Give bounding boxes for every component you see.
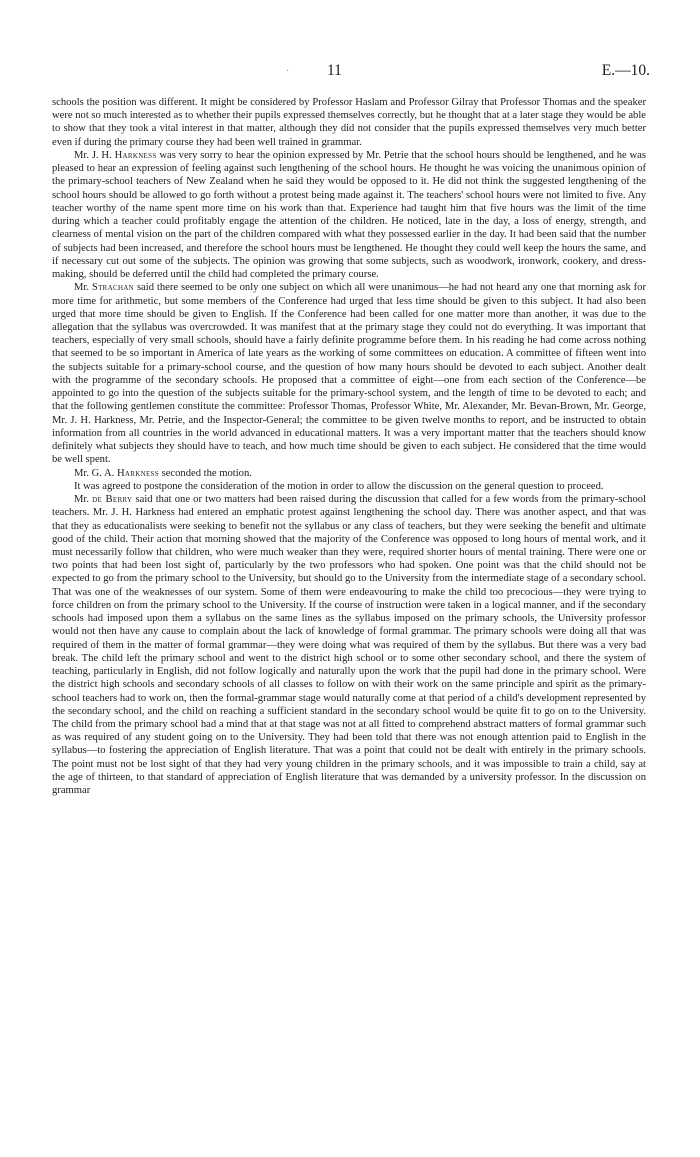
speaker-prefix: Mr. xyxy=(74,282,92,294)
series-number: E.—10. xyxy=(601,62,650,79)
page-header xyxy=(0,62,700,82)
paragraph-strachan xyxy=(52,281,646,466)
paragraph-text: It was agreed to postpone the consideration of the motion in order to allow the discussion on the general question to proceed. xyxy=(74,480,604,492)
speaker-prefix: Mr. J. H. xyxy=(74,149,115,161)
speaker-name: de Berry xyxy=(92,494,133,506)
paragraph-harkness-ga xyxy=(52,467,646,480)
paragraph-de-berry xyxy=(52,493,646,797)
speaker-prefix: Mr. G. A. xyxy=(74,467,117,479)
paragraph-postponement xyxy=(52,480,646,493)
page-number: 11 xyxy=(327,62,342,79)
paragraph-continuation xyxy=(52,96,646,149)
paragraph-text: said that one or two matters had been raised during the discussion that called for a few words from the primary-school teachers. Mr. J. H. Harkness had entered an emphatic protest against lengthening the school day. There was another aspect, and that was that they as educationalists were seeking to benefit not the syllabus or any class of teachers, but they were seeking the benefit and ultimate good of the child. Their action that morning showed that the majority of the Conference was opposed to long hours of mental work, and it must necessarily follow that children, who were much weaker than they were, required shorter hours of mental training. There were one or two points that had been lost sight of, particularly by the two professors who had spoken. One point was that the child should not be expected to go from the primary school to the University, but should go to the University from the intermediate stage of a secondary school. That was one of the weaknesses of our system. Some of them were endeavouring to make the child too precocious—they were trying to force children on from the primary school to the University. If the course of instruction were taken in a logical manner, and if the secondary schools had imposed upon them a syllabus on the same lines as the syllabus imposed on the primary schools, the University professor would not then have any cause to complain about the lack of knowledge of formal grammar. The primary schools were doing all that was required of them in the matter of formal grammar—they were doing what was required of them by the syllabus. But there was a very bad break. The child left the primary school and went to the district high school or to some other secondary school, and there the system of teaching, particularly in English, did not follow logically and naturally upon the work that the pupil had done in the primary school. Were the district high schools and secondary schools of all classes to follow on with their work on the same principle and spirit as the primary-school teachers had to work on, then the formal-grammar stage would naturally come at that period of a child's development represented by the secondary school, and the child on reaching a sufficient standard in the secondary school would be quite fit to go on to the University. The child from the primary school had a mind that at that stage was not at all fitted to comprehend abstract matters of formal grammar such as was required of any student going on to the University. They had been told that there was not enough attention paid to English in the syllabus—to fostering the appreciation of English literature. That was a point that could not be dealt with entirely in the primary schools. The point must not be lost sight of that they had very young children in the primary schools, and it was impossible to train a child, say at the age of thirteen, to that standard of appreciation of English literature that was demanded by a university professor. In the discussion on grammar xyxy=(52,494,646,797)
paragraph-text: seconded the motion. xyxy=(158,467,252,479)
body-text xyxy=(52,96,646,797)
speaker-name: Harkness xyxy=(114,149,157,161)
speaker-name: Harkness xyxy=(116,467,159,479)
paragraph-text: schools the position was different. It might be considered by Professor Haslam and Professor Gilray that Professor Thomas and the speaker were not so much interested as to whether their pupils expressed themselves correctly, but he thought that at a later stage they would be able to show that they took a vital interest in that matter, although they did not consider that the pupils expressed themselves very much better even if during the primary course they had been well trained in grammar. xyxy=(52,97,646,148)
header-dot: · xyxy=(286,66,290,77)
paragraph-text: was very sorry to hear the opinion expressed by Mr. Petrie that the school hours should be lengthened, and he was pleased to hear an expression of feeling against such lengthening of the school hours. He thought he was voicing the unanimous opinion of the primary-school teachers of New Zealand when he said they would be opposed to it. He did not think the suggested lengthening of the school hours should be allowed to go forth without a protest being made against it. The teachers' school hours were not limited to five. Any teacher worthy of the name spent more time on his work than that. Experience had taught him that five hours was the limit of the time during which a teacher could profitably engage the attention of the children. He noticed, late in the day, a loss of energy, strength, and clearness of mental vision on the part of the children compared with what they possessed earlier in the day. It had been said that the number of subjects had been increased, and therefore the school hours must be lengthened. He thought they could well keep the hours the same, and if necessary cut out some of the subjects. The opinion was growing that some subjects, such as woodwork, ironwork, cookery, and dress-making, should be deferred until the child had completed the primary course. xyxy=(52,149,646,281)
speaker-prefix: Mr. xyxy=(74,494,93,506)
speaker-name: Strachan xyxy=(91,282,135,294)
paragraph-text: said there seemed to be only one subject on which all were unanimous—he had not heard any one that morning ask for more time for arithmetic, but some members of the Conference had urged that less time should be given to this subject. It had also been urged that more time should be given to English. If the Conference had been called for one matter more than another, it was due to the allegation that the syllabus was overcrowded. It was manifest that at the primary stage they could not do everything. It was important that teachers, especially of very small schools, should have a fairly definite programme before them. In his reading he had come across nothing that seemed to be so important in America of late years as the working of some committees on education. A committee of fifteen went into the subjects suitable for a primary-school course, and the question of how many hours should be devoted to each subject. Another dealt with the programme of the secondary schools. He proposed that a committee of eight—one from each section of the Conference—be appointed to go into the question of the subjects suitable for the primary-school system, and the length of time to be devoted to each; and that the following gentlemen constitute the committee: Professor Thomas, Professor White, Mr. Alexander, Mr. Bevan-Brown, Mr. George, Mr. J. H. Harkness, Mr. Petrie, and the Inspector-General; the committee to be given twelve months to report, and be instructed to obtain information from all countries in the world advanced in educational matters. It was a very important matter that the teachers should know definitely what subjects they should have to teach, and how much time should be given to each subject. He considered that the time would be well spent. xyxy=(52,282,646,466)
paragraph-harkness-jh xyxy=(52,149,646,281)
